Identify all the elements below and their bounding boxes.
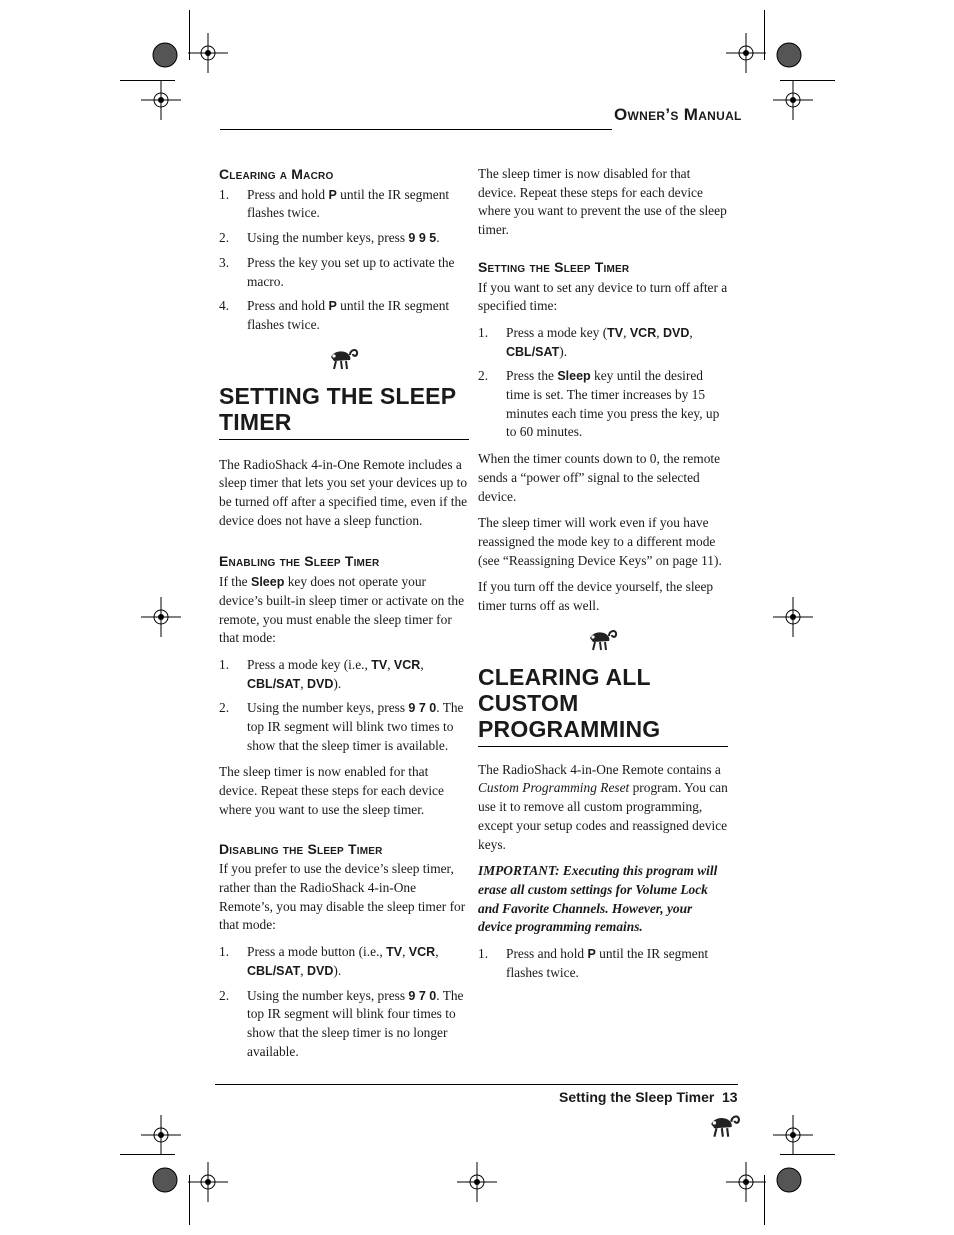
list-item: 4. Press and hold P until the IR segment flashes twice. [219, 298, 450, 332]
key-label: DVD [306, 963, 334, 978]
crosshair-mark-icon [773, 597, 813, 637]
starburst-mark-icon [145, 35, 185, 75]
key-label: CBL/SAT [247, 676, 301, 691]
crosshair-mark-icon [726, 33, 766, 73]
setting-steps [478, 324, 728, 442]
key-label: P [328, 299, 337, 314]
crop-line [189, 1175, 190, 1225]
key-label: P [587, 947, 596, 962]
important-note: IMPORTANT: Executing this program will erase all custom settings for Volume Lock and Favorite Channels. However, your device programming remains. [478, 863, 718, 935]
crosshair-mark-icon [141, 1115, 181, 1155]
crop-line [780, 80, 835, 81]
crosshair-mark-icon [141, 597, 181, 637]
list-item: 3. Press the key you set up to activate the macro. [219, 254, 455, 289]
section-title-sleep-timer: SETTING THE SLEEP TIMER [219, 383, 469, 440]
footer-section-label: Setting the Sleep Timer [559, 1089, 715, 1105]
disabling-intro: If you prefer to use the device’s sleep timer, rather than the RadioShack 4-in-One Remote’s, you may disable the sleep timer for that mode: [219, 861, 466, 933]
key-label: 9 9 5 [408, 231, 437, 246]
key-label: TV [371, 657, 388, 672]
setting-para-1: When the timer counts down to 0, the remote sends a “power off” signal to the selected device. [478, 451, 721, 504]
key-label: TV [607, 325, 624, 340]
running-header: Owner’s Manual [614, 105, 742, 124]
page-number: 13 [722, 1089, 738, 1105]
crop-line [780, 1154, 835, 1155]
subheading-setting: Setting the Sleep Timer [478, 258, 630, 275]
crop-line [120, 80, 175, 81]
clearing-macro-steps [219, 186, 469, 335]
key-label: VCR [393, 657, 421, 672]
crosshair-mark-icon [188, 33, 228, 73]
disabled-note: The sleep timer is now disabled for that device. Repeat these steps for each device where you want to prevent the use of the sleep timer. [478, 166, 727, 238]
key-label: DVD [306, 676, 334, 691]
crosshair-mark-icon [457, 1162, 497, 1202]
key-label: 9 7 0 [408, 988, 437, 1003]
key-label: VCR [629, 325, 657, 340]
subheading-disabling: Disabling the Sleep Timer [219, 840, 383, 857]
key-label: Sleep [250, 575, 285, 590]
enabling-steps [219, 656, 469, 756]
sleep-intro: The RadioShack 4-in-One Remote includes a sleep timer that lets you set your devices up to be turned off after a specified time, even if the device does not have a sleep function. [219, 456, 468, 528]
key-label: P [328, 187, 337, 202]
clearing-all-intro: The RadioShack 4-in-One Remote contains a Custom Programming Reset program. You can use it to remove all custom programming, except your setup codes and reassigned device keys. [478, 761, 728, 852]
list-item: 1. Press and hold P until the IR segment flashes twice. [478, 946, 709, 980]
list-item: 2. Using the number keys, press 9 7 0. The top IR segment will blink two times to show that the sleep timer is available. [219, 700, 464, 753]
list-item: 2. Press the Sleep key until the desired time is set. The timer increases by 15 minutes each time you press the key, up to 60 minutes. [478, 368, 720, 440]
crosshair-mark-icon [726, 1162, 766, 1202]
chameleon-icon [587, 624, 619, 654]
list-item: 1. Press a mode key (i.e., TV, VCR, CBL/SAT, DVD). [219, 656, 424, 691]
key-label: TV [386, 945, 403, 960]
clearing-all-steps [478, 945, 728, 982]
crop-line [764, 1175, 765, 1225]
key-label: CBL/SAT [247, 963, 301, 978]
crosshair-mark-icon [773, 1115, 813, 1155]
chameleon-icon [708, 1108, 742, 1142]
list-item: 1. Press and hold P until the IR segment flashes twice. [219, 186, 450, 221]
key-label: DVD [662, 325, 690, 340]
header-rule [220, 129, 612, 130]
crosshair-mark-icon [773, 80, 813, 120]
key-label: CBL/SAT [506, 344, 560, 359]
chameleon-icon [328, 343, 360, 373]
key-label: VCR [408, 945, 436, 960]
setting-para-3: If you turn off the device yourself, the sleep timer turns off as well. [478, 579, 714, 614]
list-item: 1. Press a mode button (i.e., TV, VCR, CBL/SAT, DVD). [219, 944, 439, 978]
key-label: Sleep [557, 369, 591, 384]
crosshair-mark-icon [188, 1162, 228, 1202]
enabling-outro: The sleep timer is now enabled for that device. Repeat these steps for each device where you want to use the sleep timer. [219, 764, 444, 817]
footer-rule [215, 1084, 738, 1085]
setting-intro: If you want to set any device to turn off after a specified time: [478, 279, 728, 314]
list-item: 1. Press a mode key (TV, VCR, DVD, CBL/SAT). [478, 324, 693, 359]
crop-line [189, 10, 190, 60]
subheading-enabling: Enabling the Sleep Timer [219, 553, 380, 570]
left-column [219, 165, 469, 1069]
list-item: 2. Using the number keys, press 9 7 0. The top IR segment will blink four times to show that the sleep timer is no longer available. [219, 987, 464, 1059]
crop-line [120, 1154, 175, 1155]
list-item: 2. Using the number keys, press 9 9 5. [219, 230, 440, 246]
setting-para-2: The sleep timer will work even if you have reassigned the mode key to a different mode (see “Reassigning Device Keys” on page 11). [478, 515, 722, 568]
starburst-mark-icon [769, 1160, 809, 1200]
crosshair-mark-icon [141, 80, 181, 120]
subheading-clearing-macro: Clearing a Macro [219, 166, 334, 182]
disabling-steps [219, 943, 469, 1061]
crop-line [764, 10, 765, 60]
section-title-clearing-all: CLEARING ALL CUSTOM PROGRAMMING [478, 664, 728, 747]
starburst-mark-icon [769, 35, 809, 75]
enabling-intro: If the Sleep key does not operate your device’s built-in sleep timer or activate on the remote, you must enable the sleep timer for that mode: [219, 574, 465, 646]
right-column [478, 165, 728, 991]
key-label: 9 7 0 [408, 701, 437, 716]
starburst-mark-icon [145, 1160, 185, 1200]
